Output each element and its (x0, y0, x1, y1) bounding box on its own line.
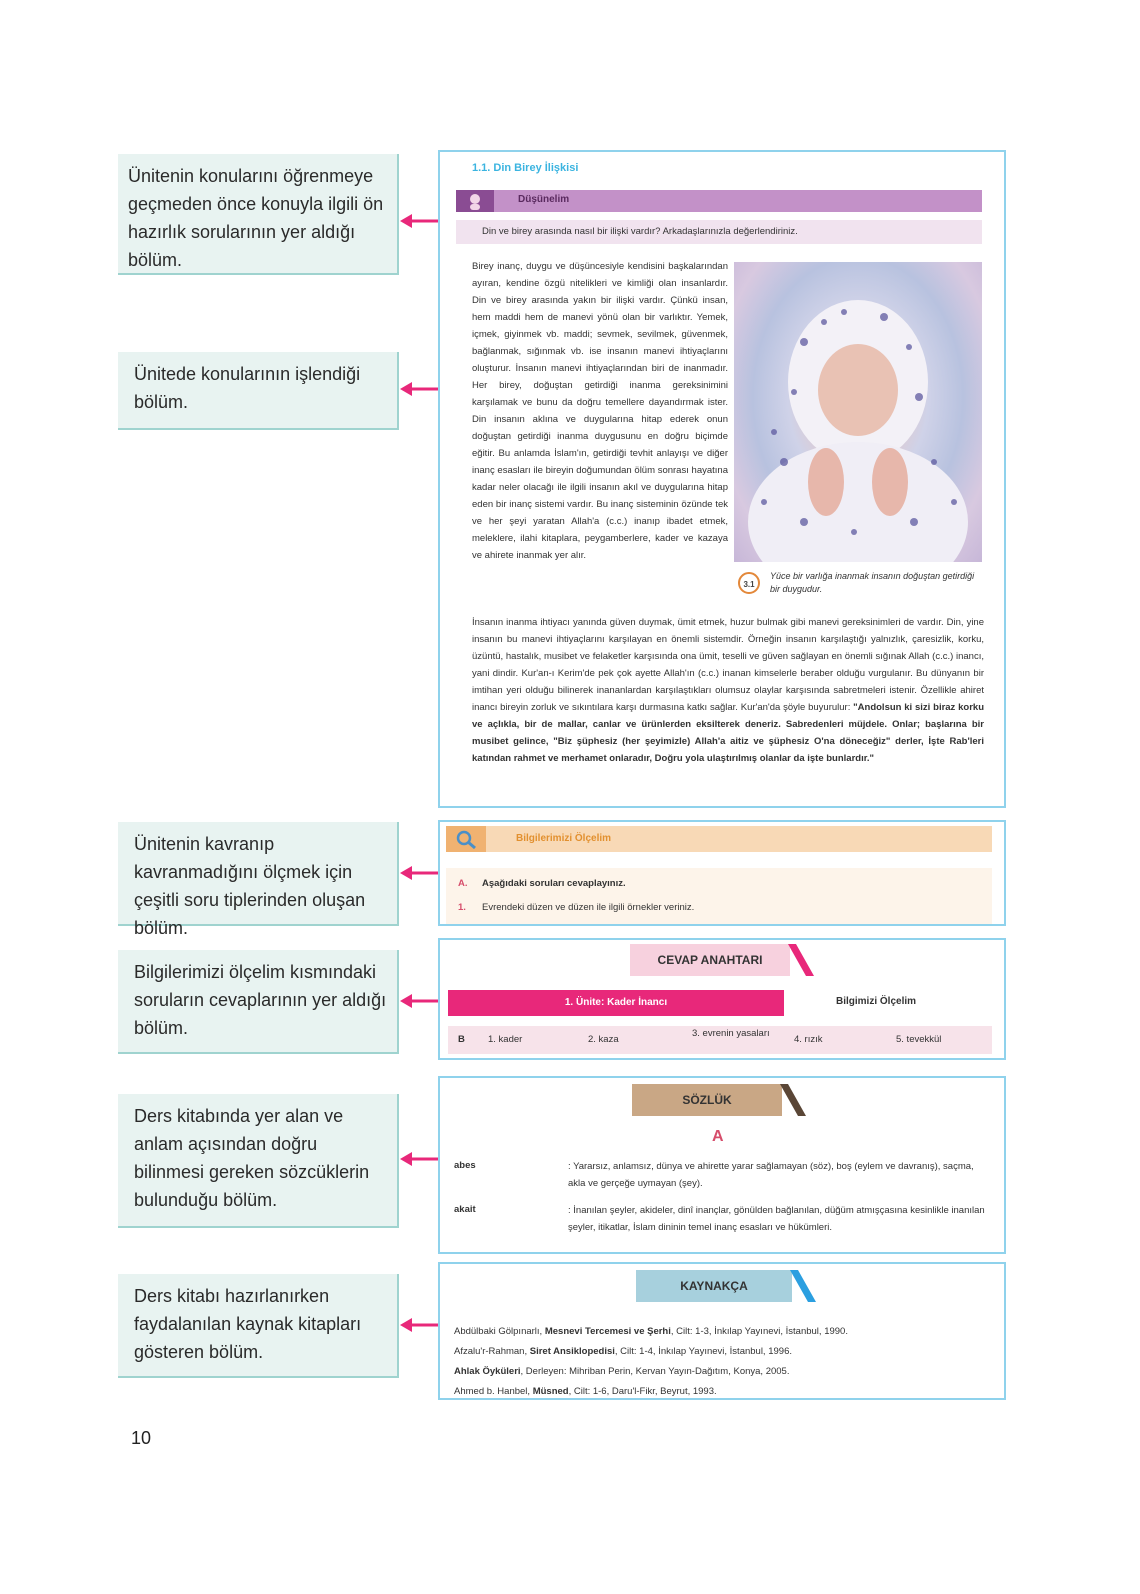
thinking-person-icon (456, 190, 494, 212)
reference-item (454, 1326, 848, 1337)
section-title: 1.1. Din Birey İlişkisi (472, 162, 579, 174)
callout-text: Ders kitabında yer alan ve anlam açısından doğru bilinmesi gereken sözcüklerin bulunduğu bölüm. (134, 1106, 370, 1210)
reference-title: Ahlak Öyküleri (454, 1366, 521, 1377)
lesson-text-normal: İnsanın inanma ihtiyacı yanında güven duymak, ümit etmek, huzur bulmak gibi manevi gereksinimleri de vardır. Din, yine insanın bu manevi ihtiyaçlarını karşılayan en önemli sistemdir. Örneğin insanın karşılaştığı yalnızlık, çaresizlik, korku, üzüntü, hastalık, musibet ve felaketler karşısında ona ümit, teselli ve güven sağlayan en önemli sığınak Allah (c.c.) inancı, yani dindir. Kur'an-ı Kerim'de pek çok ayette Allah'ın (c.c.) inanan kimselerle beraber olduğu vurgulanır. Bu dünyanın bir imtihan yeri olduğu bilinerek inananlardan karşılaştıkları olumsuz olaylar karşısında sabretmeleri istenir. Özellikle ahiret inancı bireyin zorluk ve sıkıntılara karşı durmasına katkı sağlar. Kur'an'da şöyle buyurulur: (472, 617, 984, 713)
question-1 (458, 902, 694, 913)
reference-author: Afzalu'r-Rahman, (454, 1346, 530, 1357)
reference-author: Ahmed b. Hanbel, (454, 1386, 533, 1397)
references-header-text: KAYNAKÇA (680, 1279, 748, 1293)
references-panel (438, 1262, 1006, 1400)
assessment-questions (446, 868, 992, 924)
answer-cell: 3. evrenin yasaları (692, 1028, 770, 1039)
arrow-icon (400, 994, 438, 1008)
answer-row (448, 1026, 992, 1054)
arrow-icon (400, 214, 438, 228)
glossary-term: abes (454, 1160, 476, 1171)
answer-key-header-text: CEVAP ANAHTARI (657, 953, 763, 967)
glossary-definition: : İnanılan şeyler, akideler, dinî inançlar, gönülden bağlanılan, düğüm atmışçasına kesinlikle inanılan şeyler, itikatlar, İslam dininin temel inanç esasları ve hükümleri. (568, 1205, 985, 1233)
header-stripe-icon (788, 944, 816, 976)
callout-text: Ünitenin kavranıp kavranmadığını ölçmek için çeşitli soru tiplerinden oluşan bölüm. (134, 834, 366, 938)
question-1-marker: 1. (458, 902, 466, 913)
callout-references (118, 1274, 399, 1378)
think-bar (456, 190, 982, 212)
callout-text: Bilgilerimizi ölçelim kısmındaki soruların cevaplarının yer aldığı bölüm. (134, 962, 387, 1038)
reference-item (454, 1366, 789, 1377)
lesson-column-text: Birey inanç, duygu ve düşüncesiyle kendisini başkalarından ayıran, kendine özgü nitelikleri ve kimliği olan insanlardır. Din ve birey arasında yakın bir ilişki vardır. Çünkü insan, hem maddi hem de manevi yönü olan bir varlıktır. Yemek, içmek, giyinmek vb. maddi; sevmek, sevilmek, güvenmek, bağlanmak, sığınmak vb. ise insanın manevi ihtiyaçlarını oluşturur. İnsanın manevi ihtiyaçlarından biri de inanmadır. Her birey, doğuştan getirdiği inanma gereksinimini karşılamak ve bunu da doğru temellere dayandırmak ister. Din insanın aklına ve duygularına hitap ederek onun doğuştan getirdiği inanma duygusunu en doğru biçimde eğitir. Bu anlamda İslam'ın, getirdiği tevhit anlayışı ve diğer inanç esasları ile bireyin doğumundan ölüm sonrası hayatına kadar neler olacağı ile ilgili insanın akıl ve duygularına hitap eden bir inanç sistemi vardır. Bu inanç sisteminin özünde tek ve her şeyi yaratan Allah'a (c.c.) inanıp ibadet etmek, meleklere, ilahi kitaplara, peygamberlere, kader ve kazaya ve ahirete inanmak yer alır. (472, 261, 728, 561)
reference-details: , Cilt: 1-6, Daru'l-Fikr, Beyrut, 1993. (568, 1386, 717, 1397)
answer-key-header (630, 944, 790, 976)
reference-title: Mesnevi Tercemesi ve Şerhi (544, 1326, 671, 1337)
reference-details: , Derleyen: Mihriban Perin, Kervan Yayın-Dağıtım, Konya, 2005. (520, 1366, 790, 1377)
magnifier-icon (446, 826, 486, 852)
answer-cell: 4. rızık (794, 1034, 823, 1045)
glossary-header-text: SÖZLÜK (682, 1093, 732, 1107)
praying-girl-photo (734, 262, 982, 562)
arrow-icon (400, 866, 438, 880)
page-number: 10 (131, 1428, 152, 1448)
lesson-panel (438, 150, 1006, 808)
callout-assessment (118, 822, 399, 938)
glossary-letter: A (712, 1128, 724, 1145)
answer-key-panel (438, 938, 1006, 1060)
glossary-header (632, 1084, 782, 1116)
answer-cell: B (458, 1034, 465, 1045)
unit-label: 1. Ünite: Kader İnancı (448, 990, 784, 1016)
question-1-text: Evrendeki düzen ve düzen ile ilgili örnekler veriniz. (482, 902, 695, 913)
header-stripe-icon (780, 1084, 808, 1116)
callout-answers (118, 950, 399, 1054)
question-a (458, 878, 626, 889)
reference-title: Müsned (532, 1386, 569, 1397)
callout-text: Ünitenin konularını öğrenmeye geçmeden önce konuyla ilgili ön hazırlık sorularının yer aldığı bölüm. (128, 166, 384, 270)
assessment-bar (446, 826, 992, 852)
assessment-panel (438, 820, 1006, 926)
lesson-full-text (472, 614, 984, 767)
answer-key-right-label: Bilgimizi Ölçelim (836, 996, 917, 1007)
arrow-icon (400, 1318, 438, 1332)
answer-cell: 1. kader (488, 1034, 523, 1045)
answer-cell: 5. tevekkül (896, 1034, 942, 1045)
arrow-icon (400, 382, 438, 396)
arrow-icon (400, 1152, 438, 1166)
callout-topics (118, 352, 399, 430)
answer-cell: 2. kaza (588, 1034, 619, 1045)
think-question: Din ve birey arasında nasıl bir ilişki vardır? Arkadaşlarınızla değerlendiriniz. (456, 220, 982, 244)
callout-text: Ünitede konularının işlendiği bölüm. (134, 364, 361, 412)
references-header (636, 1270, 792, 1302)
callout-text: Ders kitabı hazırlanırken faydalanılan kaynak kitapları gösteren bölüm. (134, 1286, 362, 1362)
reference-item (454, 1346, 792, 1357)
glossary-panel (438, 1076, 1006, 1254)
callout-prep-questions (118, 154, 399, 275)
reference-author: Abdülbaki Gölpınarlı, (454, 1326, 545, 1337)
glossary-definition: : Yararsız, anlamsız, dünya ve ahirette yarar sağlamayan (söz), boş (eylem ve davranış), saçma, akla ve gerçeğe uymayan (şey). (568, 1161, 974, 1189)
assessment-label: Bilgilerimizi Ölçelim (516, 833, 612, 844)
callout-glossary (118, 1094, 399, 1228)
think-label: Düşünelim (518, 194, 570, 205)
question-a-text: Aşağıdaki soruları cevaplayınız. (482, 878, 626, 889)
caption-badge: 3.1 (738, 572, 760, 594)
reference-details: , Cilt: 1-3, İnkılap Yayınevi, İstanbul, 1990. (670, 1326, 848, 1337)
reference-title: Siret Ansiklopedisi (529, 1346, 615, 1357)
lesson-verse-bold: "Andolsun ki sizi biraz korku ve açlıkla, bir de mallar, canlar ve ürünlerden eksilterek deneriz. Sabredenleri müjdele. Onlar; başlarına bir musibet gelince, "Biz şüphesiz (her şeyimizle) Allah'a aitiz ve şüphesiz O'na döneceğiz" derler, İşte Rab'leri katından rahmet ve merhamet onlaradır, Doğru yola ulaştırılmış olanlar da işte bunlardır." (472, 702, 984, 764)
reference-item (454, 1386, 717, 1397)
photo-caption: Yüce bir varlığa inanmak insanın doğuştan getirdiği bir duygudur. (770, 571, 975, 594)
question-a-marker: A. (458, 878, 468, 889)
header-stripe-icon (790, 1270, 818, 1302)
glossary-term: akait (454, 1204, 476, 1215)
reference-details: , Cilt: 1-4, İnkılap Yayınevi, İstanbul, 1996. (614, 1346, 792, 1357)
